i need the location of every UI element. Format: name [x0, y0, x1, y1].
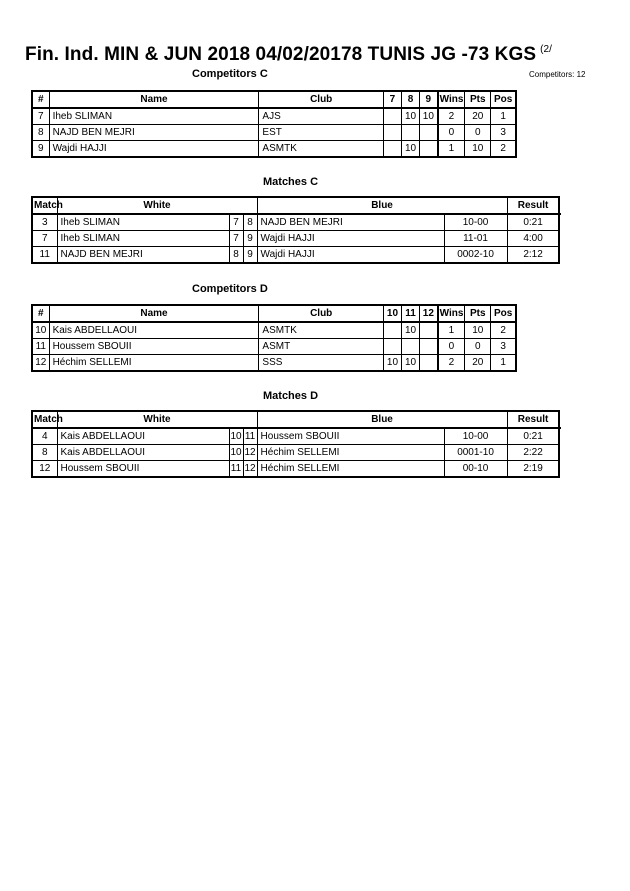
table-row	[32, 355, 516, 372]
col-pts-header: Pts	[465, 305, 491, 322]
col-pts-cell: 10	[465, 141, 491, 158]
matches-d-table	[31, 410, 560, 478]
matches-c-heading: Matches C	[263, 176, 319, 188]
table-row	[32, 445, 559, 461]
table-row	[32, 125, 516, 141]
page-marker: (2/	[540, 44, 553, 55]
col-opp-1-cell	[383, 322, 401, 339]
white-name-cell: Houssem SBOUII	[57, 461, 229, 478]
col-number-cell: 12	[32, 355, 49, 372]
match-number-cell: 3	[32, 214, 57, 231]
white-name-cell: Iheb SLIMAN	[57, 231, 229, 247]
matches-d-heading: Matches D	[263, 390, 319, 402]
col-pts-cell: 10	[465, 322, 491, 339]
white-number-cell: 10	[229, 445, 243, 461]
col-opp-3-cell	[420, 141, 438, 158]
time-cell: 0:21	[507, 214, 559, 231]
col-club-cell: ASMTK	[259, 322, 384, 339]
col-white-header: White	[57, 197, 257, 214]
col-white-header: White	[57, 411, 257, 428]
col-number-cell: 7	[32, 108, 49, 125]
page-title	[25, 44, 552, 66]
col-number-cell: 11	[32, 339, 49, 355]
col-number-cell: 8	[32, 125, 49, 141]
col-blue-header: Blue	[257, 411, 507, 428]
blue-name-cell: Héchim SELLEMI	[257, 461, 444, 478]
col-opp-2-cell	[401, 125, 419, 141]
time-cell: 4:00	[507, 231, 559, 247]
col-opp-2-cell	[401, 339, 419, 355]
competitors-d-table	[31, 304, 517, 372]
white-name-cell: Iheb SLIMAN	[57, 214, 229, 231]
col-pts-header: Pts	[465, 91, 491, 108]
result-cell: 11-01	[444, 231, 507, 247]
competitors-d-heading: Competitors D	[192, 283, 268, 295]
time-cell: 0:21	[507, 428, 559, 445]
col-wins-header: Wins	[438, 305, 465, 322]
col-opp-1-cell	[383, 141, 401, 158]
col-opp-3-cell	[420, 339, 438, 355]
col-opp-1-cell	[383, 125, 401, 141]
table-row	[32, 339, 516, 355]
col-opp-3-cell	[420, 355, 438, 372]
col-opp-3-cell	[420, 125, 438, 141]
match-number-cell: 8	[32, 445, 57, 461]
col-opp-3-header: 12	[420, 305, 438, 322]
col-name-cell: Iheb SLIMAN	[49, 108, 259, 125]
col-opp-3-cell	[420, 322, 438, 339]
table-row	[32, 108, 516, 125]
col-name-header: Name	[49, 91, 259, 108]
match-number-cell: 4	[32, 428, 57, 445]
col-club-header: Club	[259, 91, 384, 108]
col-opp-3-cell: 10	[420, 108, 438, 125]
col-blue-header: Blue	[257, 197, 507, 214]
table-row	[32, 247, 559, 264]
white-name-cell: Kais ABDELLAOUI	[57, 445, 229, 461]
col-opp-2-cell: 10	[401, 355, 419, 372]
col-club-cell: SSS	[259, 355, 384, 372]
result-cell: 10-00	[444, 214, 507, 231]
title-text: Fin. Ind. MIN & JUN 2018 04/02/20178 TUNIS JG -73 KGS	[25, 44, 537, 65]
col-opp-2-cell: 10	[401, 108, 419, 125]
col-name-cell: NAJD BEN MEJRI	[49, 125, 259, 141]
col-name-cell: Wajdi HAJJI	[49, 141, 259, 158]
table-row	[32, 322, 516, 339]
col-opp-1-header: 7	[383, 91, 401, 108]
col-opp-1-cell: 10	[383, 355, 401, 372]
col-name-cell: Héchim SELLEMI	[49, 355, 259, 372]
blue-name-cell: Wajdi HAJJI	[257, 231, 444, 247]
blue-name-cell: NAJD BEN MEJRI	[257, 214, 444, 231]
col-opp-1-cell	[383, 108, 401, 125]
col-wins-header: Wins	[438, 91, 465, 108]
match-number-cell: 7	[32, 231, 57, 247]
col-opp-1-header: 10	[383, 305, 401, 322]
col-opp-2-cell: 10	[401, 322, 419, 339]
matches-c-table	[31, 196, 560, 264]
col-result-header: Result	[507, 411, 559, 428]
col-club-cell: EST	[259, 125, 384, 141]
col-club-header: Club	[259, 305, 384, 322]
col-pos-cell: 3	[491, 339, 516, 355]
match-number-cell: 12	[32, 461, 57, 478]
white-name-cell: Kais ABDELLAOUI	[57, 428, 229, 445]
col-opp-2-cell: 10	[401, 141, 419, 158]
blue-name-cell: Houssem SBOUII	[257, 428, 444, 445]
result-cell: 0002-10	[444, 247, 507, 264]
col-result-header: Result	[507, 197, 559, 214]
col-match-header: Match	[32, 197, 57, 214]
result-cell: 10-00	[444, 428, 507, 445]
match-number-cell: 11	[32, 247, 57, 264]
col-pos-cell: 2	[491, 141, 516, 158]
col-pos-cell: 1	[491, 108, 516, 125]
col-pts-cell: 20	[465, 108, 491, 125]
blue-number-cell: 11	[243, 428, 257, 445]
col-opp-1-cell	[383, 339, 401, 355]
table-row	[32, 141, 516, 158]
result-cell: 0001-10	[444, 445, 507, 461]
col-wins-cell: 1	[438, 322, 465, 339]
col-club-cell: ASMT	[259, 339, 384, 355]
col-pts-cell: 0	[465, 339, 491, 355]
white-number-cell: 7	[229, 214, 243, 231]
blue-number-cell: 8	[243, 214, 257, 231]
col-wins-cell: 0	[438, 125, 465, 141]
blue-name-cell: Héchim SELLEMI	[257, 445, 444, 461]
col-pts-cell: 20	[465, 355, 491, 372]
time-cell: 2:12	[507, 247, 559, 264]
blue-number-cell: 9	[243, 247, 257, 264]
col-match-header: Match	[32, 411, 57, 428]
header-row	[32, 91, 516, 108]
col-name-cell: Houssem SBOUII	[49, 339, 259, 355]
white-name-cell: NAJD BEN MEJRI	[57, 247, 229, 264]
col-wins-cell: 0	[438, 339, 465, 355]
col-pos-header: Pos	[491, 305, 516, 322]
blue-number-cell: 12	[243, 461, 257, 478]
white-number-cell: 10	[229, 428, 243, 445]
col-club-cell: AJS	[259, 108, 384, 125]
col-pos-cell: 3	[491, 125, 516, 141]
competitors-count: Competitors: 12	[529, 70, 586, 79]
table-row	[32, 214, 559, 231]
header-row	[32, 197, 559, 214]
white-number-cell: 7	[229, 231, 243, 247]
table-row	[32, 461, 559, 478]
col-pts-cell: 0	[465, 125, 491, 141]
col-number-cell: 9	[32, 141, 49, 158]
header-row	[32, 411, 559, 428]
col-opp-3-header: 9	[420, 91, 438, 108]
result-cell: 00-10	[444, 461, 507, 478]
col-wins-cell: 1	[438, 141, 465, 158]
blue-number-cell: 12	[243, 445, 257, 461]
col-name-cell: Kais ABDELLAOUI	[49, 322, 259, 339]
col-opp-2-header: 8	[401, 91, 419, 108]
competitors-c-heading: Competitors C	[192, 68, 268, 80]
col-number-header: #	[32, 305, 49, 322]
col-wins-cell: 2	[438, 355, 465, 372]
col-opp-2-header: 11	[401, 305, 419, 322]
blue-name-cell: Wajdi HAJJI	[257, 247, 444, 264]
col-name-header: Name	[49, 305, 259, 322]
col-pos-cell: 1	[491, 355, 516, 372]
competitors-c-table	[31, 90, 517, 158]
white-number-cell: 8	[229, 247, 243, 264]
table-row	[32, 428, 559, 445]
white-number-cell: 11	[229, 461, 243, 478]
col-pos-cell: 2	[491, 322, 516, 339]
col-pos-header: Pos	[491, 91, 516, 108]
col-number-cell: 10	[32, 322, 49, 339]
time-cell: 2:19	[507, 461, 559, 478]
blue-number-cell: 9	[243, 231, 257, 247]
col-club-cell: ASMTK	[259, 141, 384, 158]
col-wins-cell: 2	[438, 108, 465, 125]
time-cell: 2:22	[507, 445, 559, 461]
col-number-header: #	[32, 91, 49, 108]
table-row	[32, 231, 559, 247]
header-row	[32, 305, 516, 322]
